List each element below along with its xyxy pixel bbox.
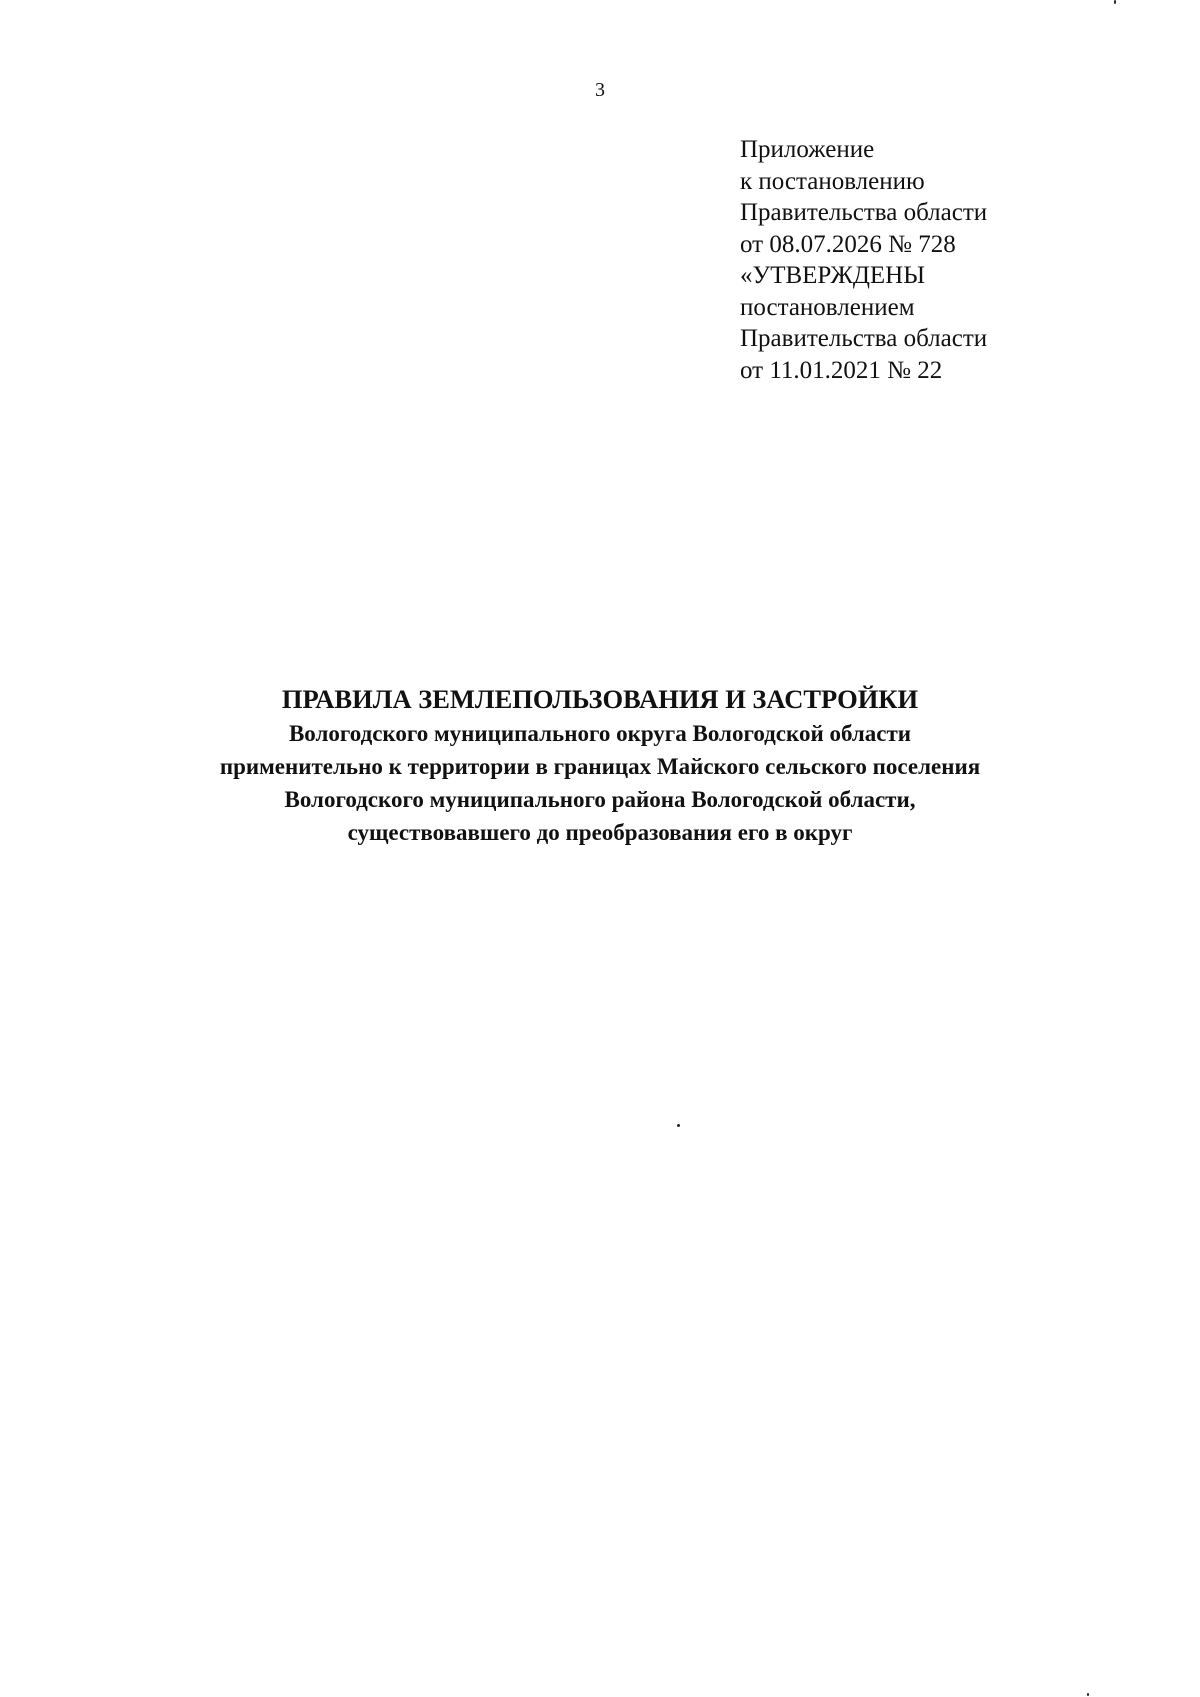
scan-speck: [1114, 0, 1116, 4]
attachment-line: Правительства области: [740, 325, 988, 352]
title-subline: Вологодского муниципального округа Вологодской области: [288, 721, 912, 746]
attachment-reference: [740, 134, 1180, 386]
scan-speck: [677, 1124, 680, 1127]
attachment-line: «УТВЕРЖДЕНЫ: [740, 262, 926, 289]
attachment-line: от 11.01.2021 № 22: [740, 356, 943, 384]
attachment-line: к постановлению: [740, 167, 925, 195]
scan-speck: [1087, 1693, 1089, 1696]
title-subline: Вологодского муниципального района Вологодской области,: [284, 787, 916, 812]
document-title: [100, 682, 1100, 849]
title-subline: существовавшего до преобразования его в округ: [347, 820, 853, 845]
attachment-line: Приложение: [740, 136, 875, 163]
title-main-heading: ПРАВИЛА ЗЕМЛЕПОЛЬЗОВАНИЯ И ЗАСТРОЙКИ: [281, 684, 919, 714]
attachment-line: от 08.07.2026 № 728: [740, 230, 956, 258]
attachment-line: Правительства области: [740, 199, 988, 226]
page-number: 3: [595, 79, 605, 101]
attachment-line: постановлением: [740, 293, 915, 321]
title-subline: применительно к территории в границах Майского сельского поселения: [219, 754, 981, 779]
